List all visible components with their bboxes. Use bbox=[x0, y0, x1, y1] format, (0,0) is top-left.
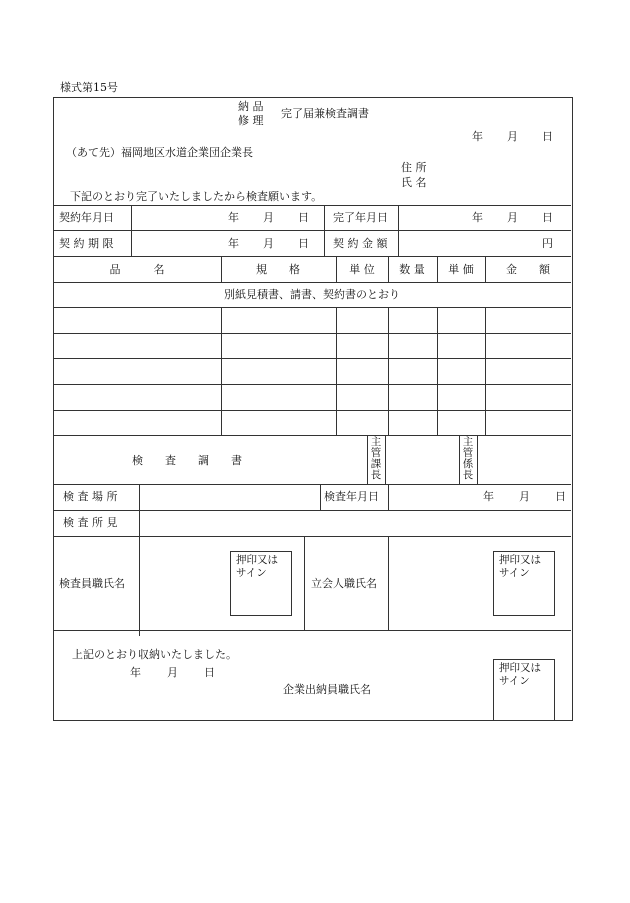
divider bbox=[459, 435, 460, 484]
divider bbox=[53, 256, 571, 257]
inspection-title: 検 査 調 書 bbox=[132, 454, 242, 467]
divider bbox=[139, 484, 140, 636]
divider bbox=[388, 256, 389, 282]
yen-unit: 円 bbox=[542, 237, 553, 250]
divider bbox=[53, 384, 571, 385]
divider bbox=[53, 307, 571, 308]
contract-month: 月 bbox=[263, 211, 274, 224]
contract-year: 年 bbox=[228, 211, 239, 224]
divider bbox=[320, 484, 321, 510]
divider bbox=[53, 358, 571, 359]
inspection-day: 日 bbox=[555, 490, 566, 503]
divider bbox=[53, 282, 571, 283]
cashier-name-label: 企業出納員職氏名 bbox=[283, 683, 371, 696]
contract-day: 日 bbox=[298, 211, 309, 224]
divider bbox=[388, 307, 389, 435]
receipt-month: 月 bbox=[167, 666, 178, 679]
contract-date-label: 契約年月日 bbox=[59, 211, 114, 224]
receipt-year: 年 bbox=[130, 666, 141, 679]
title-repair: 修 理 bbox=[238, 114, 264, 127]
witness-stamp-text: 押印又は サイン bbox=[499, 554, 541, 579]
divider bbox=[437, 307, 438, 435]
divider bbox=[53, 333, 571, 334]
header-year: 年 bbox=[472, 130, 483, 143]
period-day: 日 bbox=[298, 237, 309, 250]
divider bbox=[385, 435, 386, 484]
inspection-opinion-label: 検 査 所 見 bbox=[63, 516, 118, 529]
completion-day: 日 bbox=[542, 211, 553, 224]
header-spec: 規 格 bbox=[256, 263, 300, 276]
divider bbox=[388, 484, 389, 510]
completion-date-label: 完了年月日 bbox=[333, 211, 388, 224]
receipt-day: 日 bbox=[204, 666, 215, 679]
address-label: 住 所 bbox=[401, 161, 427, 174]
divider bbox=[53, 435, 571, 436]
divider bbox=[53, 484, 571, 485]
receipt-statement: 上記のとおり収納いたしました。 bbox=[72, 648, 237, 661]
divider bbox=[53, 536, 571, 537]
divider bbox=[485, 256, 486, 282]
form-number: 様式第15号 bbox=[60, 81, 118, 94]
items-note: 別紙見積書、請書、契約書のとおり bbox=[224, 288, 400, 301]
inspection-month: 月 bbox=[519, 490, 530, 503]
header-quantity: 数 量 bbox=[399, 263, 425, 276]
divider bbox=[53, 630, 571, 631]
inspection-date-label: 検査年月日 bbox=[324, 490, 379, 503]
witness-name-label: 立会人職氏名 bbox=[311, 577, 377, 590]
divider bbox=[221, 256, 222, 282]
divider bbox=[398, 205, 399, 256]
divider bbox=[388, 536, 389, 630]
inspection-place-label: 検 査 場 所 bbox=[63, 490, 118, 503]
divider bbox=[336, 256, 337, 282]
divider bbox=[477, 435, 478, 484]
completion-month: 月 bbox=[507, 211, 518, 224]
period-year: 年 bbox=[228, 237, 239, 250]
inspection-year: 年 bbox=[483, 490, 494, 503]
contract-period-label: 契 約 期 限 bbox=[59, 237, 114, 250]
inspector-name-label: 検査員職氏名 bbox=[59, 577, 125, 590]
divider bbox=[485, 307, 486, 435]
period-month: 月 bbox=[263, 237, 274, 250]
header-amount: 金 額 bbox=[506, 263, 550, 276]
divider bbox=[437, 256, 438, 282]
divider bbox=[53, 410, 571, 411]
inspector-stamp-text: 押印又は サイン bbox=[236, 554, 278, 579]
header-item-name: 品 名 bbox=[109, 263, 165, 276]
completion-year: 年 bbox=[472, 211, 483, 224]
contract-amount-label: 契 約 金 額 bbox=[333, 237, 388, 250]
cashier-stamp-text: 押印又は サイン bbox=[499, 662, 541, 687]
page-title: 完了届兼検査調書 bbox=[281, 107, 369, 120]
addressee: （あて先）福岡地区水道企業団企業長 bbox=[66, 146, 253, 159]
title-delivery: 納 品 bbox=[238, 100, 264, 113]
divider bbox=[221, 307, 222, 435]
header-day: 日 bbox=[542, 130, 553, 143]
request-statement: 下記のとおり完了いたしましたから検査願います。 bbox=[70, 190, 323, 203]
header-unit: 単 位 bbox=[349, 263, 375, 276]
divider bbox=[336, 307, 337, 435]
divider bbox=[304, 536, 305, 630]
divider bbox=[324, 205, 325, 256]
divider bbox=[131, 205, 132, 256]
divider bbox=[53, 510, 571, 511]
header-month: 月 bbox=[507, 130, 518, 143]
divider bbox=[367, 435, 368, 484]
header-unit-price: 単 価 bbox=[448, 263, 474, 276]
subsection-chief-label: 主管係長 bbox=[462, 436, 474, 481]
name-label: 氏 名 bbox=[401, 176, 427, 189]
section-chief-label: 主管課長 bbox=[370, 436, 382, 481]
